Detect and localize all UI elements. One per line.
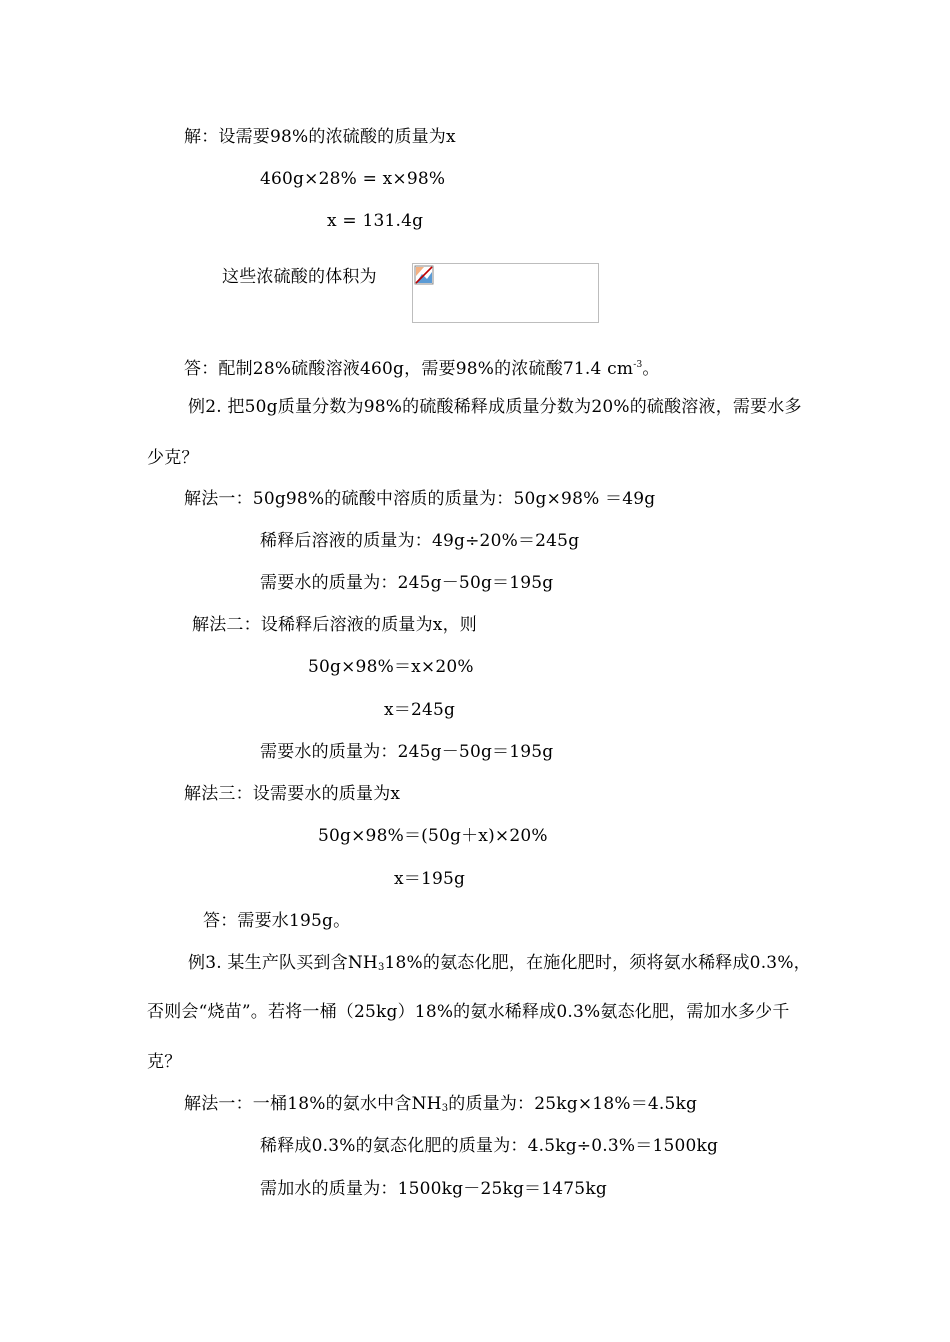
ex2-method2-line2: 50g×98%＝x×20% (308, 657, 474, 677)
ex2-method1-line1: 解法一：50g98%的硫酸中溶质的质量为：50g×98% ＝49g (184, 489, 656, 509)
ex1-result: x = 131.4g (327, 211, 424, 231)
ex3-method1-line3: 需加水的质量为：1500kg－25kg＝1475kg (260, 1179, 607, 1199)
ex2-method2-line4: 需要水的质量为：245g－50g＝195g (260, 742, 554, 762)
ex2-method3-line2: 50g×98%＝(50g＋x)×20% (318, 826, 548, 846)
ex3-q1-text: 例3. 某生产队买到含NH (188, 953, 378, 973)
ex1-answer-exponent: -3 (633, 360, 643, 370)
ex1-solution-intro: 解：设需要98%的浓硫酸的质量为x (184, 127, 456, 147)
ex2-method1-line2: 稀释后溶液的质量为：49g÷20%＝245g (260, 531, 580, 551)
ex1-volume-label: 这些浓硫酸的体积为 (222, 267, 377, 287)
ex3-m1-rest: 的质量为：25kg×18%＝4.5kg (448, 1094, 698, 1114)
ex3-question-line1 (188, 952, 811, 979)
ex3-method1-line1 (184, 1093, 697, 1120)
ex2-method3-line3: x＝195g (394, 869, 466, 889)
ex2-method3-line1: 解法三：设需要水的质量为x (184, 784, 401, 804)
ex3-m1-subscript: 3 (441, 1103, 449, 1114)
ex2-question-line1: 例2. 把50g质量分数为98%的硫酸稀释成质量分数为20%的硫酸溶液，需要水多 (188, 397, 802, 417)
ex2-question-line2: 少克？ (147, 448, 199, 468)
formula-image-placeholder (412, 263, 599, 323)
ex3-m1-text: 解法一：一桶18%的氨水中含NH (184, 1094, 442, 1114)
ex3-question-line2: 否则会“烧苗”。若将一桶（25kg）18%的氨水稀释成0.3%氨态化肥，需加水多少千 (147, 1002, 790, 1022)
ex2-method1-line3: 需要水的质量为：245g－50g＝195g (260, 573, 554, 593)
ex3-method1-line2: 稀释成0.3%的氨态化肥的质量为：4.5kg÷0.3%＝1500kg (260, 1136, 719, 1156)
ex2-answer: 答：需要水195g。 (203, 911, 351, 931)
ex2-method2-line3: x＝245g (384, 700, 456, 720)
ex2-method2-line1: 解法二：设稀释后溶液的质量为x，则 (192, 615, 477, 635)
ex1-equation: 460g×28% = x×98% (260, 169, 446, 189)
ex3-q1-rest: 18%的氨态化肥，在施化肥时，须将氨水稀释成0.3%， (384, 953, 811, 973)
ex1-answer-end: 。 (642, 359, 660, 379)
ex1-answer-text: 答：配制28%硫酸溶液460g，需要98%的浓硫酸71.4 cm (184, 359, 634, 379)
ex3-q1-subscript: 3 (377, 962, 385, 973)
ex1-answer (184, 354, 660, 380)
broken-image-icon (414, 265, 434, 285)
ex3-question-line3: 克？ (147, 1052, 182, 1072)
